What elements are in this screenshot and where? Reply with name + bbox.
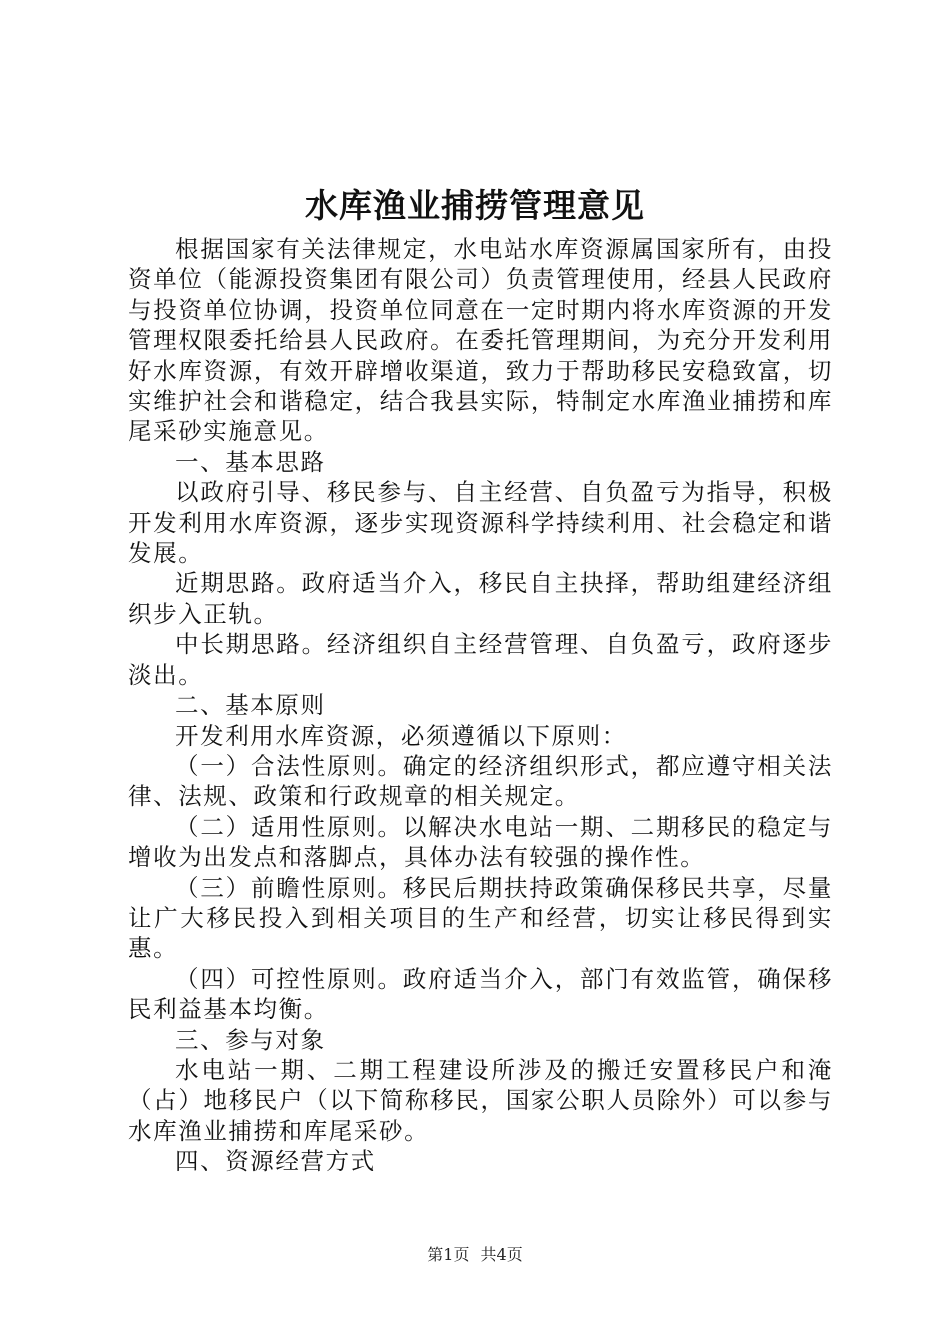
paragraph-principle-controllability: （四）可控性原则。政府适当介入，部门有效监管，确保移民利益基本均衡。	[128, 964, 833, 1024]
paragraph-long-term: 中长期思路。经济组织自主经营管理、自负盈亏，政府逐步淡出。	[128, 630, 833, 689]
document-body	[128, 234, 833, 1177]
paragraph-principle-applicability: （二）适用性原则。以解决水电站一期、二期移民的稳定与增收为出发点和落脚点，具体办法有较强的操作性。	[128, 812, 833, 872]
paragraph-principle-legality: （一）合法性原则。确定的经济组织形式，都应遵守相关法律、法规、政策和行政规章的相关规定。	[128, 751, 833, 811]
paragraph-approach: 以政府引导、移民参与、自主经营、自负盈亏为指导，积极开发利用水库资源，逐步实现资源科学持续利用、社会稳定和谐发展。	[128, 478, 833, 568]
page-footer	[0, 1244, 950, 1266]
paragraph-principle-foresight: （三）前瞻性原则。移民后期扶持政策确保移民共享，尽量让广大移民投入到相关项目的生产和经营，切实让移民得到实惠。	[128, 873, 833, 963]
section-heading-basic-approach: 一、基本思路	[175, 447, 326, 476]
document-title: 水库渔业捕捞管理意见	[305, 186, 645, 225]
section-heading-basic-principles: 二、基本原则	[175, 691, 326, 720]
section-heading-participants: 三、参与对象	[175, 1025, 326, 1054]
paragraph-intro: 根据国家有关法律规定，水电站水库资源属国家所有，由投资单位（能源投资集团有限公司）负责管理使用，经县人民政府与投资单位协调，投资单位同意在一定时期内将水库资源的开发管理权限委托给县人民政府。在委托管理期间，为充分开发利用好水库资源，有效开辟增收渠道，致力于帮助移民安稳致富，切实维护社会和谐稳定，结合我县实际，特制定水库渔业捕捞和库尾采砂实施意见。	[128, 235, 833, 446]
section-heading-operation-mode: 四、资源经营方式	[175, 1147, 376, 1176]
paragraph-participants: 水电站一期、二期工程建设所涉及的搬迁安置移民户和淹（占）地移民户（以下简称移民，国家公职人员除外）可以参与水库渔业捕捞和库尾采砂。	[128, 1055, 833, 1145]
paragraph-principles-intro: 开发利用水库资源，必须遵循以下原则：	[175, 721, 627, 750]
paragraph-near-term: 近期思路。政府适当介入，移民自主抉择，帮助组建经济组织步入正轨。	[128, 569, 833, 628]
page-total: 共4页	[480, 1245, 523, 1264]
page-number: 第1页	[427, 1245, 470, 1264]
